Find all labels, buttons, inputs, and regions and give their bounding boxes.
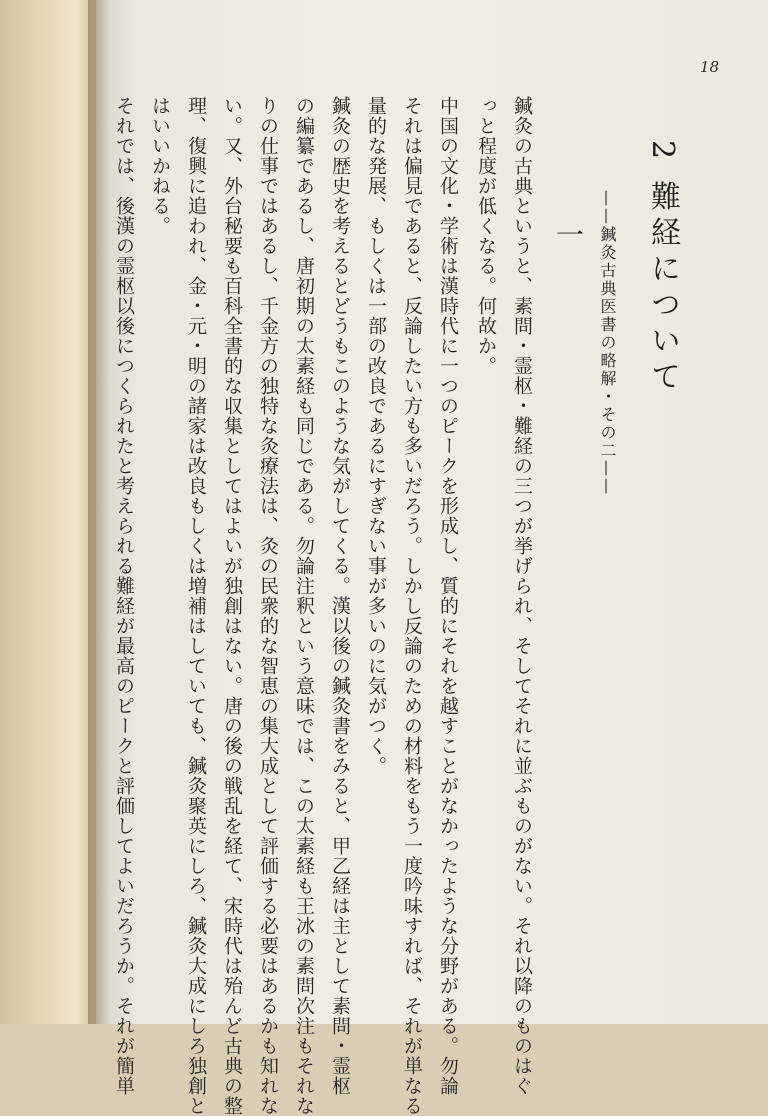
text-column: 量的な発展、もしくは一部の改良であるにすぎない事が多いのに気がつく。: [365, 96, 387, 776]
text-column: の編纂であるし、唐初期の太素経も同じである。勿論注釈という意味では、この太素経も王冰の素問次注もそれな: [293, 96, 315, 1116]
text-column: それでは、後漢の霊枢以後につくられたと考えられる難経が最高のピークと評価してよいだろうか。それが簡単: [113, 96, 135, 1096]
text-column: それは偏見であると、反論したい方も多いだろう。しかし反論のための材料をもう一度吟味すれば、それが単なる: [401, 96, 423, 1116]
chapter-subtitle: ——鍼灸古典医書の略解・その二——: [598, 190, 617, 496]
text-column: 中国の文化・学術は漢時代に一つのピークを形成し、質的にそれを越すことがなかったような分野がある。勿論: [437, 96, 459, 1096]
text-column: 鍼灸の古典というと、素問・霊枢・難経の三つが挙げられ、そしてそれに並ぶものがない。それ以降のものはぐ: [511, 96, 533, 1096]
text-column: っと程度が低くなる。何故か。: [475, 96, 497, 376]
text-column: い。又、外台秘要も百科全書的な収集としてはよいが独創はない。唐の後の戦乱を経て、宋時代は殆んど古典の整: [221, 96, 243, 1116]
facing-page-edge: [0, 0, 96, 1024]
section-number: 一: [552, 220, 585, 248]
chapter-title: 2 難経について: [645, 140, 680, 397]
text-column: 鍼灸の歴史を考えるとどうもこのような気がしてくる。漢以後の鍼灸書をみると、甲乙経は主として素問・霊枢: [329, 96, 351, 1096]
text-column: 理、復興に追われ、金・元・明の諸家は改良もしくは増補はしていても、鍼灸聚英にしろ、鍼灸大成にしろ独創と: [185, 96, 207, 1116]
page-number: 18: [700, 58, 720, 76]
text-column: りの仕事ではあるし、千金方の独特な灸療法は、灸の民衆的な智恵の集大成として評価する必要はあるかも知れな: [257, 96, 279, 1116]
text-column: はいいかねる。: [149, 96, 171, 236]
